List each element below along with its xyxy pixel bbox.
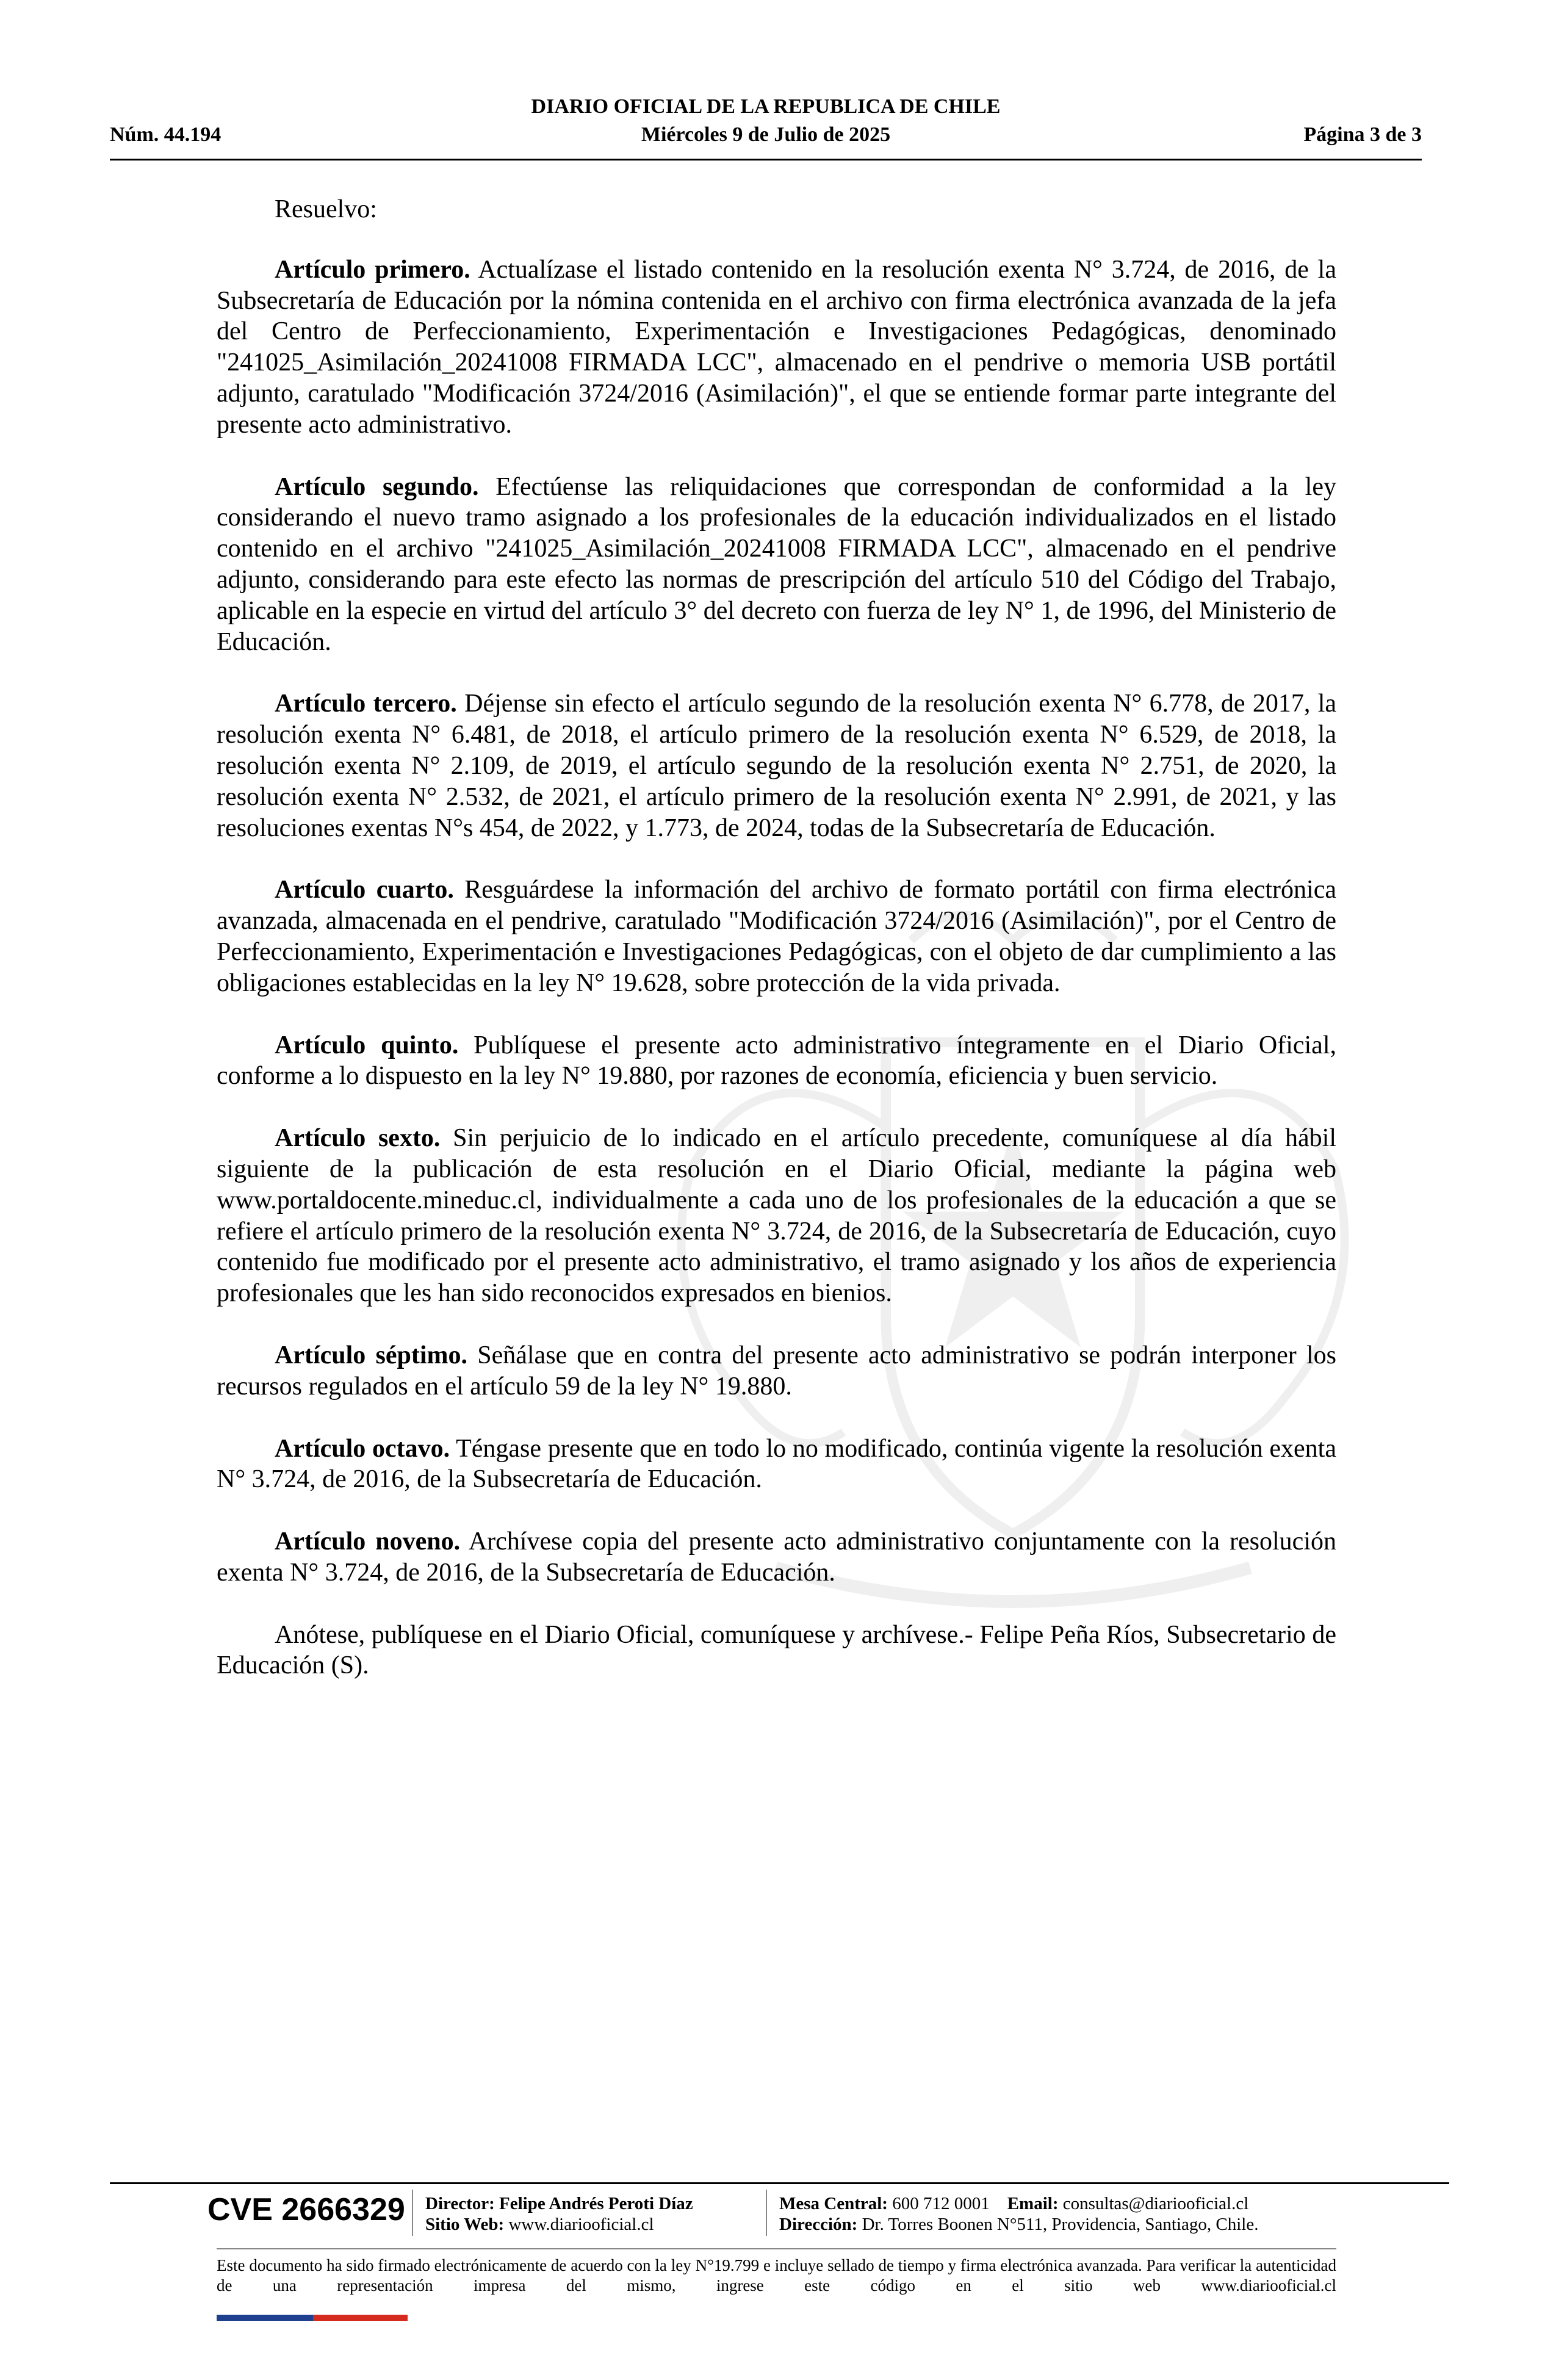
director-label: Director: [425,2194,495,2213]
footer-divider [110,2182,1449,2184]
footer-note-divider [217,2248,1336,2249]
article-heading: Artículo tercero. [275,690,457,718]
director-name: Felipe Andrés Peroti Díaz [499,2194,693,2213]
article-heading: Artículo sexto. [275,1124,441,1153]
article-9 [217,1526,1336,1588]
website-label: Sitio Web: [425,2215,505,2234]
document-body [217,194,1336,1712]
article-8 [217,1433,1336,1496]
article-6 [217,1123,1336,1309]
mesa-central-phone: 600 712 0001 [892,2194,990,2213]
email-link[interactable]: consultas@diariooficial.cl [1062,2194,1249,2213]
article-text: Resguárdese la información del archivo de formato portátil con firma electrónica avanzada, almacenada en el pendrive, caratulado "Modificación 3724/2016 (Asimilación)", por el Centro de Perfeccionamiento, Experimentación e Investigaciones Pedagógicas, con el objeto de dar cumplimiento a las obligaciones establecidas en la ley N° 19.628, sobre protección de la vida privada. [217,876,1336,997]
article-text: Archívese copia del presente acto administrativo conjuntamente con la resolución exenta N° 3.724, de 2016, de la Subsecretaría de Educación. [217,1527,1336,1587]
page-header [110,92,1422,160]
mesa-central-label: Mesa Central: [779,2194,888,2213]
footer-director-block [425,2193,693,2235]
cve-code: CVE 2666329 [207,2192,405,2227]
issue-date: Miércoles 9 de Julio de 2025 [641,123,891,146]
article-heading: Artículo primero. [275,255,470,284]
article-heading: Artículo segundo. [275,472,479,501]
page-number: Página 3 de 3 [1303,123,1422,146]
flag-bar-red [313,2315,408,2321]
address-value: Dr. Torres Boonen N°511, Providencia, Santiago, Chile. [862,2215,1259,2234]
email-label: Email: [1007,2194,1059,2213]
article-3 [217,688,1336,843]
article-heading: Artículo octavo. [275,1434,450,1463]
footer-separator [766,2190,767,2236]
article-4 [217,874,1336,998]
article-text: Efectúense las reliquidaciones que correspondan de conformidad a la ley considerando el nuevo tramo asignado a los profesionales de la educación individualizados en el listado contenido en el archivo "241025_Asimilación_20241008 FIRMADA LCC", almacenado en el pendrive adjunto, considerando para este efecto las normas de prescripción del artículo 510 del Código del Trabajo, aplicable en la especie en virtud del artículo 3° del decreto con fuerza de ley N° 1, de 1996, del Ministerio de Educación. [217,472,1336,656]
footer-contact-block [779,2193,1258,2235]
article-2 [217,472,1336,658]
article-heading: Artículo cuarto. [275,876,454,904]
newspaper-title: DIARIO OFICIAL DE LA REPUBLICA DE CHILE [531,95,1001,118]
address-label: Dirección: [779,2215,858,2234]
resuelvo-line: Resuelvo: [275,195,377,223]
article-heading: Artículo quinto. [275,1031,459,1059]
article-5 [217,1030,1336,1092]
flag-bar-blue [217,2315,313,2321]
article-heading: Artículo séptimo. [275,1341,468,1369]
article-heading: Artículo noveno. [275,1527,461,1556]
website-link[interactable]: www.diariooficial.cl [508,2215,654,2234]
issue-number: Núm. 44.194 [110,123,222,146]
article-text: Sin perjuicio de lo indicado en el artículo precedente, comuníquese al día hábil siguiente de la publicación de esta resolución en el Diario Oficial, mediante la página web www.portaldocente.mineduc.cl, individualmente a cada uno de los profesionales de la educación a que se refiere el artículo primero de la resolución exenta N° 3.724, de 2016, de la Subsecretaría de Educación, cuyo contenido fue modificado por el presente acto administrativo, el tramo asignado y los años de experiencia profesionales que les han sido reconocidos expresados en bienios. [217,1124,1336,1308]
article-7 [217,1340,1336,1402]
electronic-signature-note: Este documento ha sido firmado electrónicamente de acuerdo con la ley N°19.799 e incluye sellado de tiempo y firma electrónica avanzada. Para verificar la autenticidad de una representación impresa del mismo, ingrese este código en el sitio web www.diariooficial.cl [217,2256,1336,2295]
article-text: Publíquese el presente acto administrativo íntegramente en el Diario Oficial, conforme a lo dispuesto en la ley N° 19.880, por razones de economía, eficiencia y buen servicio. [217,1031,1336,1091]
closing-signature: Anótese, publíquese en el Diario Oficial, comuníquese y archívese.- Felipe Peña Ríos, Subsecretario de Educación (S). [217,1620,1336,1680]
article-text: Déjense sin efecto el artículo segundo de la resolución exenta N° 6.778, de 2017, la resolución exenta N° 6.481, de 2018, el artículo primero de la resolución exenta N° 6.529, de 2018, la resolución exenta N° 2.109, de 2019, el artículo segundo de la resolución exenta N° 2.751, de 2020, la resolución exenta N° 2.532, de 2021, el artículo primero de la resolución exenta N° 2.991, de 2021, y las resoluciones exentas N°s 454, de 2022, y 1.773, de 2024, todas de la Subsecretaría de Educación. [217,690,1336,842]
article-text: Actualízase el listado contenido en la resolución exenta N° 3.724, de 2016, de la Subsecretaría de Educación por la nómina contenida en el archivo con firma electrónica avanzada de la jefa del Centro de Perfeccionamiento, Experimentación e Investigaciones Pedagógicas, denominado "241025_Asimilación_20241008 FIRMADA LCC", almacenado en el pendrive o memoria USB portátil adjunto, caratulado "Modificación 3724/2016 (Asimilación)", el que se entiende formar parte integrante del presente acto administrativo. [217,255,1336,439]
article-text: Téngase presente que en todo lo no modificado, continúa vigente la resolución exenta N° 3.724, de 2016, de la Subsecretaría de Educación. [217,1434,1336,1494]
article-1 [217,254,1336,441]
footer-separator [412,2190,413,2236]
article-text: Señálase que en contra del presente acto administrativo se podrán interponer los recursos regulados en el artículo 59 de la ley N° 19.880. [217,1341,1336,1401]
